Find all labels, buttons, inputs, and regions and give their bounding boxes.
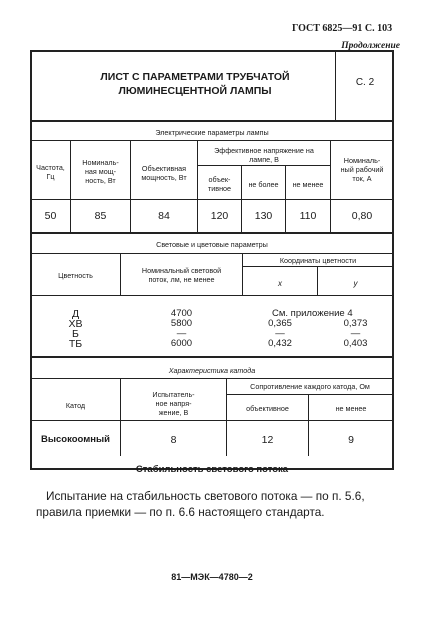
list-item: 5800 <box>170 318 193 329</box>
sub-objective: объективное <box>246 404 289 413</box>
table-cell: Высокоомный <box>41 434 110 445</box>
col-coords: Координаты цветности <box>279 256 357 265</box>
table-cell: 9 <box>348 434 354 446</box>
list-item: 0,403 <box>343 338 368 349</box>
col-test-voltage: Испытатель- ное напря- жение, В <box>152 390 195 417</box>
table-cell: 50 <box>44 210 57 222</box>
footer-code: 81—МЭК—4780—2 <box>171 572 253 582</box>
sub-min: не менее <box>292 180 324 189</box>
list-item: 0,365 <box>268 318 292 329</box>
table-cell: 120 <box>210 210 229 222</box>
col-cathode: Катод <box>65 401 86 410</box>
table-cell: 85 <box>94 210 107 222</box>
table-cell: 130 <box>254 210 273 222</box>
stability-paragraph: Испытание на стабильность светового потока — по п. 5.6, правила приемки — по п. 6.6 настоящего стандарта. <box>36 489 365 519</box>
col-objective-power: Объективная мощность, Вт <box>141 164 187 182</box>
col-nominal-power: Номиналь- ная мощ- ность, Вт <box>82 158 119 185</box>
table-cell: 84 <box>158 210 170 222</box>
list-item: — <box>350 328 361 339</box>
sub-min: не менее <box>335 404 367 413</box>
list-item: Д <box>71 308 80 320</box>
y-list <box>318 319 393 349</box>
continuation-label: Продолжение <box>341 41 400 51</box>
cathode-caption: Характеристика катода <box>168 366 256 375</box>
list-item: — <box>176 328 187 339</box>
col-resistance: Сопротивление каждого катода, Ом <box>250 382 370 391</box>
col-frequency: Частота, Гц <box>36 163 65 181</box>
list-item: Б <box>72 328 79 340</box>
col-effective-voltage: Эффективное напряжение на лампе, В <box>214 146 314 164</box>
sub-max: не более <box>248 180 279 189</box>
sheet-title: ЛИСТ С ПАРАМЕТРАМИ ТРУБЧАТОЙ ЛЮМИНЕСЦЕНТНОЙ ЛАМПЫ <box>100 71 290 97</box>
light-caption: Световые и цветовые параметры <box>156 240 268 249</box>
list-item: 0,432 <box>268 338 292 349</box>
col-color: Цветность <box>58 271 93 280</box>
list-item: 6000 <box>170 338 193 349</box>
standard-reference: ГОСТ 6825—91 С. 103 <box>292 23 393 34</box>
sheet-page-code: С. 2 <box>355 77 375 88</box>
table-cell: 12 <box>261 434 274 446</box>
electrical-caption: Электрические параметры лампы <box>155 128 269 137</box>
flux-list <box>121 309 242 349</box>
list-item: 4700 <box>170 308 193 319</box>
sub-objective: объек- тивное <box>207 175 232 193</box>
table-cell: 0,80 <box>351 210 373 222</box>
list-item: — <box>275 328 285 339</box>
table-cell: 110 <box>299 210 317 222</box>
col-current: Номиналь- ный рабочий ток, А <box>340 156 384 183</box>
list-item: ХВ <box>68 318 83 330</box>
see-appendix-note: См. приложение 4 <box>272 308 353 319</box>
table-cell: 8 <box>170 434 177 446</box>
list-item: 0,373 <box>343 318 368 329</box>
color-list <box>31 309 120 349</box>
stability-heading: Стабильность светового потока <box>135 464 289 475</box>
x-list <box>243 319 317 349</box>
sub-y: y <box>353 279 358 288</box>
sub-x: x <box>278 279 282 288</box>
list-item: ТБ <box>68 338 83 350</box>
col-flux: Номинальный световой поток, лм, не менее <box>141 266 222 284</box>
